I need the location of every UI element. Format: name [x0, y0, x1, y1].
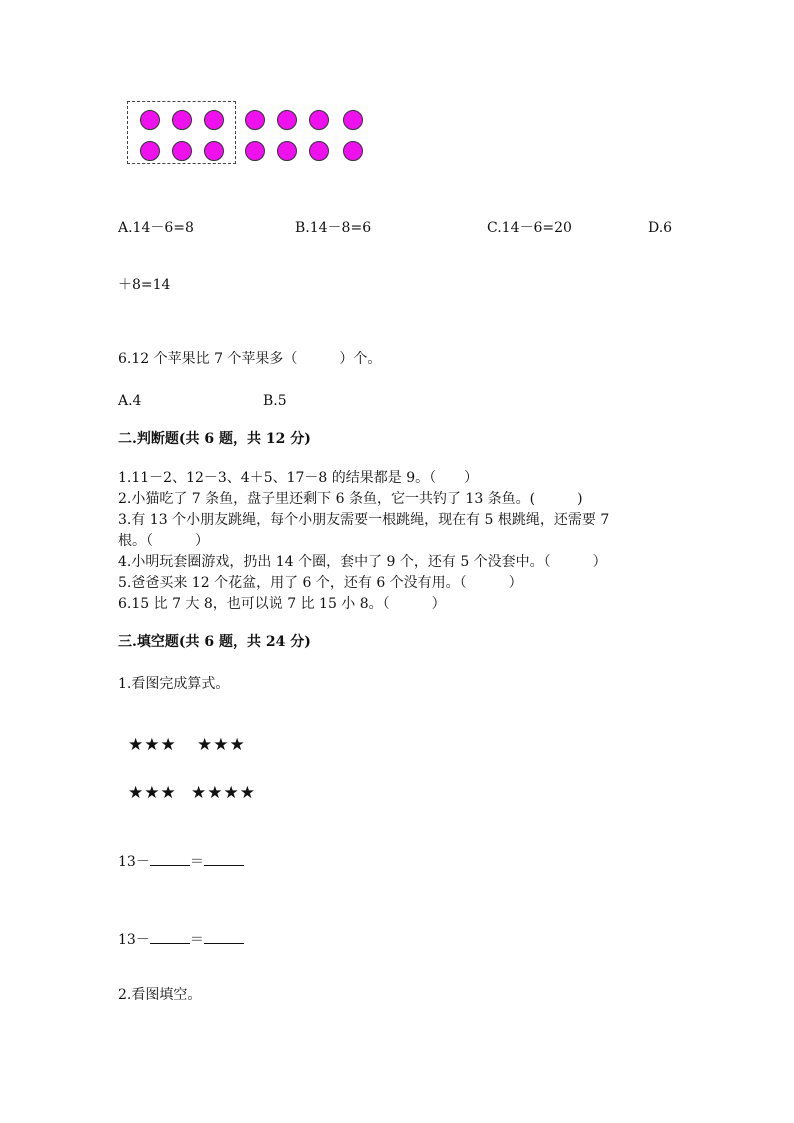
dot — [309, 110, 329, 130]
option-d[interactable]: D.6 — [648, 220, 673, 236]
option-c[interactable]: C.14－6=20 — [487, 220, 572, 236]
dot — [309, 141, 329, 161]
option-a[interactable]: A.14－6=8 — [118, 220, 194, 236]
question-6-option-a[interactable]: A.4 — [118, 393, 142, 409]
dot — [343, 141, 363, 161]
option-b[interactable]: B.14－8=6 — [295, 220, 372, 236]
judge-item-2: 2.小猫吃了 7 条鱼，盘子里还剩下 6 条鱼，它一共钓了 13 条鱼。( ) — [118, 491, 583, 507]
question-6-stem: 6.12 个苹果比 7 个苹果多（ ）个。 — [118, 351, 382, 367]
dot — [245, 110, 265, 130]
equation-2 — [118, 931, 244, 947]
judge-item-5: 5.爸爸买来 12 个花盆，用了 6 个，还有 6 个没有用。（ ） — [118, 575, 523, 591]
equation-1-blank-2[interactable] — [204, 853, 244, 866]
dot — [172, 110, 192, 130]
dot — [245, 141, 265, 161]
judge-item-6: 6.15 比 7 大 8，也可以说 7 比 15 小 8。（ ） — [118, 596, 446, 612]
section-3-title: 三.填空题(共 6 题，共 24 分) — [118, 634, 311, 650]
dot — [277, 110, 297, 130]
star-group-row1-left: ★★★ — [128, 735, 177, 755]
star-group-row2-left: ★★★ — [128, 783, 177, 803]
equation-1-blank-1[interactable] — [150, 853, 190, 866]
dot — [204, 141, 224, 161]
star-group-row2-right: ★★★★ — [191, 783, 256, 803]
equation-2-blank-1[interactable] — [150, 931, 190, 944]
equation-1-equals: ＝ — [189, 854, 204, 870]
judge-item-3-continued: 根。（ ） — [118, 533, 209, 549]
section-2-title: 二.判断题(共 6 题，共 12 分) — [118, 431, 311, 447]
judge-item-1: 1.11－2、12－3、4＋5、17－8 的结果都是 9。（ ） — [118, 470, 479, 486]
dot — [277, 141, 297, 161]
equation-2-blank-2[interactable] — [204, 931, 244, 944]
dot — [204, 110, 224, 130]
question-6-option-b[interactable]: B.5 — [263, 393, 287, 409]
star-group-row1-right: ★★★ — [197, 735, 246, 755]
equation-2-equals: ＝ — [189, 932, 204, 948]
fill-question-1-stem: 1.看图完成算式。 — [118, 676, 230, 692]
equation-2-prefix: 13－ — [118, 932, 150, 948]
dot — [172, 141, 192, 161]
option-d-continued: ＋8=14 — [118, 277, 171, 293]
judge-item-4: 4.小明玩套圈游戏，扔出 14 个圈，套中了 9 个，还有 5 个没套中。（ ） — [118, 554, 607, 570]
dot — [343, 110, 363, 130]
fill-question-2-stem: 2.看图填空。 — [118, 987, 202, 1003]
dot — [140, 141, 160, 161]
judge-item-3: 3.有 13 个小朋友跳绳，每个小朋友需要一根跳绳，现在有 5 根跳绳，还需要 7 — [118, 512, 610, 528]
equation-1 — [118, 853, 244, 869]
dot — [140, 110, 160, 130]
equation-1-prefix: 13－ — [118, 854, 150, 870]
